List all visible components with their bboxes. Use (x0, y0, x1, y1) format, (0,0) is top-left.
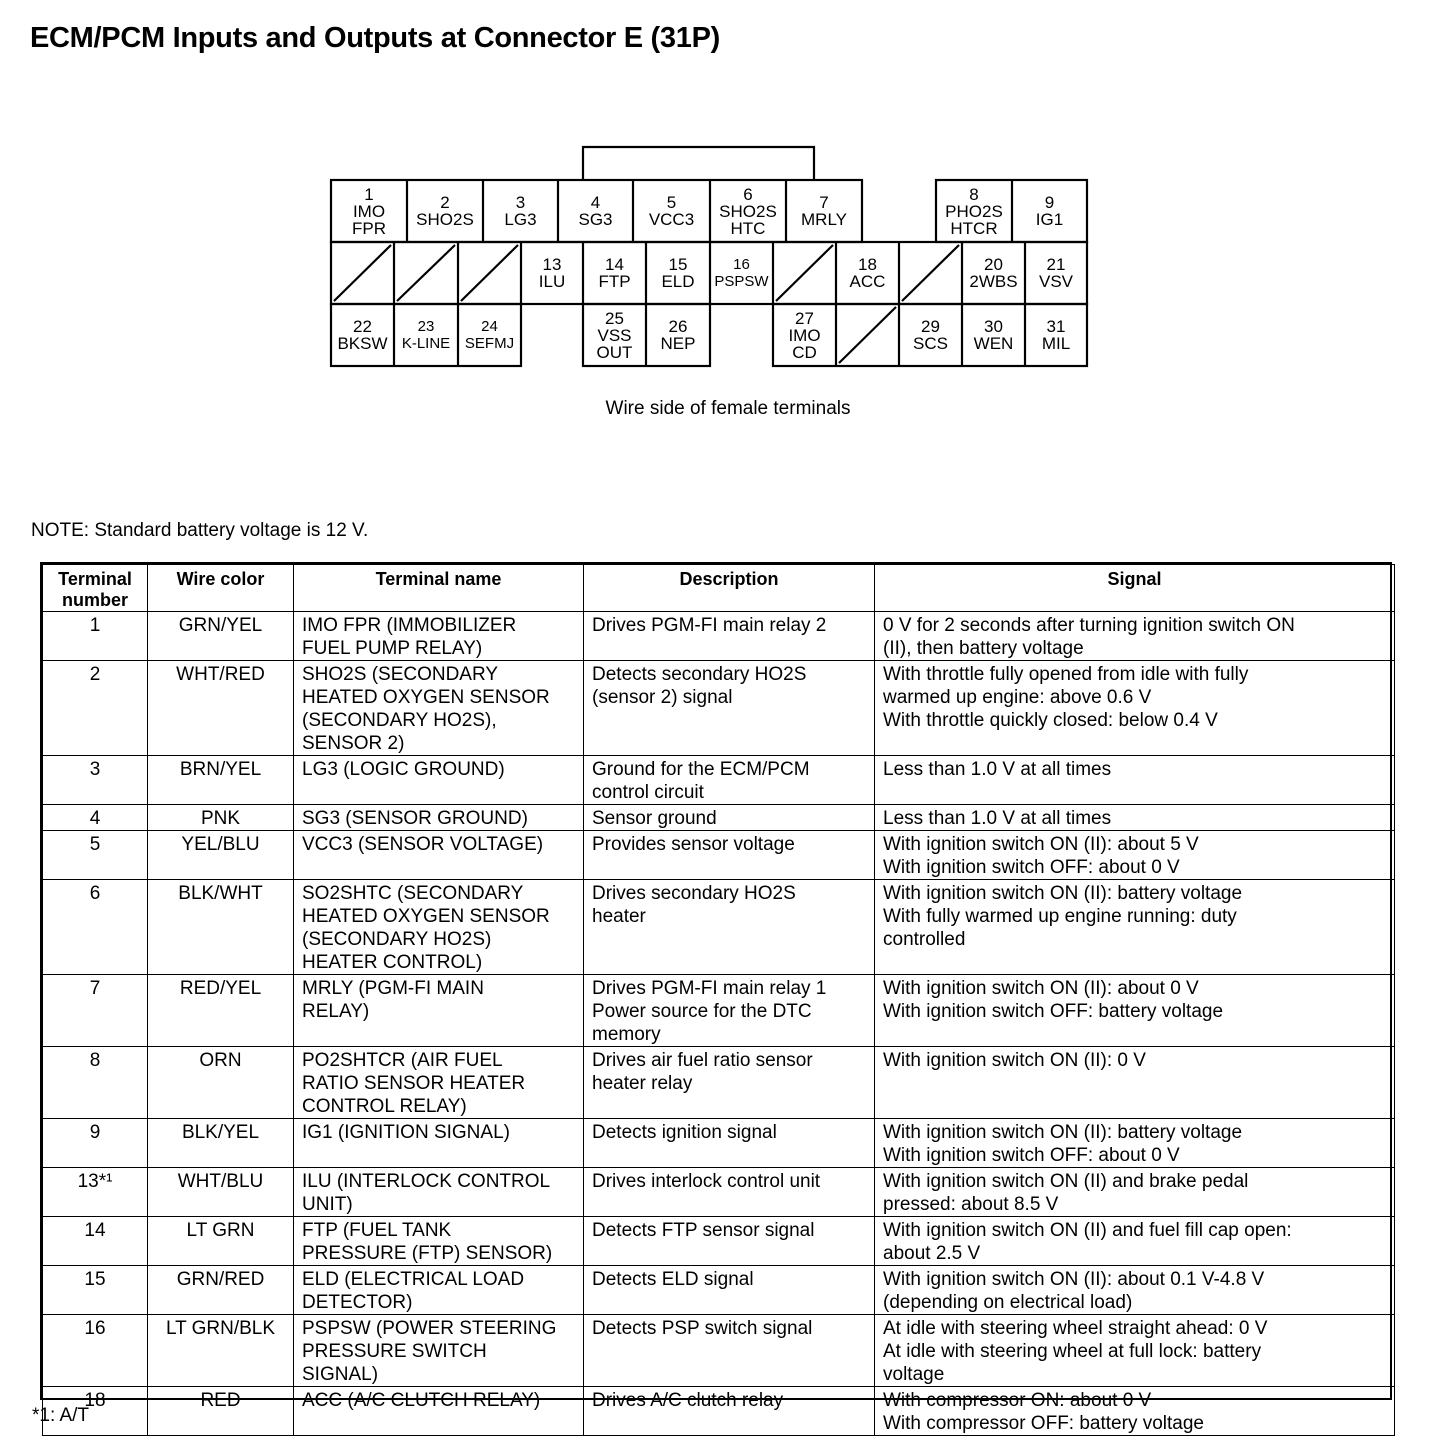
cell-terminal-name (294, 1168, 584, 1217)
cell-line: RED (200, 1390, 241, 1411)
cell-terminal-number (43, 612, 148, 661)
cell-line: At idle with steering wheel at full lock: battery (883, 1341, 1262, 1362)
cell-line: MRLY (PGM-FI MAIN (302, 978, 484, 999)
cell-wire-color (148, 880, 294, 975)
cell-line: IG1 (IGNITION SIGNAL) (302, 1122, 510, 1143)
cell-line: LG3 (LOGIC GROUND) (302, 759, 505, 780)
cell-line: YEL/BLU (181, 834, 260, 855)
cell-terminal-name (294, 1047, 584, 1119)
cell-terminal-name (294, 831, 584, 880)
table-row (43, 805, 1395, 831)
cell-line: 4 (89, 808, 101, 829)
cell-line: SIGNAL) (302, 1364, 379, 1385)
cell-line: SO2SHTC (SECONDARY (302, 883, 524, 904)
cell-terminal-number (43, 975, 148, 1047)
cell-terminal-number (43, 831, 148, 880)
cell-line: (depending on electrical load) (883, 1292, 1133, 1313)
connector-caption: Wire side of female terminals (605, 398, 851, 419)
terminal-22: 22 BKSW (337, 317, 388, 353)
cell-line: Provides sensor voltage (592, 834, 795, 855)
cell-terminal-name (294, 1266, 584, 1315)
cell-line: With compressor ON: about 0 V (883, 1390, 1152, 1411)
cell-terminal-number (43, 1047, 148, 1119)
table-row (43, 612, 1395, 661)
cell-signal (875, 805, 1395, 831)
cell-wire-color (148, 612, 294, 661)
cell-terminal-number (43, 880, 148, 975)
cell-description (584, 1387, 875, 1436)
cell-line: With ignition switch ON (II): about 0 V (883, 978, 1199, 999)
cell-line: IMO FPR (IMMOBILIZER (302, 615, 517, 636)
cell-signal (875, 975, 1395, 1047)
table-row (43, 1119, 1395, 1168)
cell-terminal-name (294, 1119, 584, 1168)
cell-line: 13*¹ (77, 1171, 113, 1192)
cell-line: HEATER CONTROL) (302, 952, 483, 973)
cell-signal (875, 756, 1395, 805)
cell-line: With ignition switch ON (II): about 5 V (883, 834, 1199, 855)
cell-wire-color (148, 756, 294, 805)
terminal-2: 2 SHO2S (416, 193, 474, 229)
cell-line: pressed: about 8.5 V (883, 1194, 1059, 1215)
cell-terminal-name (294, 880, 584, 975)
terminal-27: 27 IMO CD (788, 308, 821, 362)
table-row (43, 661, 1395, 756)
cell-line: With throttle quickly closed: below 0.4 V (883, 710, 1218, 731)
cell-wire-color (148, 661, 294, 756)
terminal-18: 18 ACC (849, 255, 886, 291)
table-row (43, 1266, 1395, 1315)
cell-wire-color (148, 975, 294, 1047)
cell-description (584, 831, 875, 880)
cell-signal (875, 880, 1395, 975)
cell-line: Drives interlock control unit (592, 1171, 821, 1192)
cell-line: voltage (883, 1364, 945, 1385)
cell-terminal-name (294, 1387, 584, 1436)
cell-line: 2 (89, 664, 101, 685)
cell-line: UNIT) (302, 1194, 353, 1215)
header-terminal-number: Terminal number (43, 565, 148, 612)
cell-line: With ignition switch ON (II) and fuel fill cap open: (883, 1220, 1292, 1241)
cell-line: about 2.5 V (883, 1243, 981, 1264)
cell-line: 18 (84, 1390, 106, 1411)
terminal-9: 9 IG1 (1035, 193, 1064, 229)
table-row (43, 1387, 1395, 1436)
cell-line: Drives air fuel ratio sensor (592, 1050, 813, 1071)
cell-description (584, 1168, 875, 1217)
cell-line: Detects PSP switch signal (592, 1318, 813, 1339)
terminal-31: 31 MIL (1041, 317, 1071, 353)
terminal-26: 26 NEP (660, 317, 696, 353)
cell-terminal-number (43, 1266, 148, 1315)
cell-line: Sensor ground (592, 808, 717, 829)
cell-line: SG3 (SENSOR GROUND) (302, 808, 528, 829)
terminal-4: 4 SG3 (578, 193, 613, 229)
terminal-21: 21 VSV (1038, 255, 1074, 291)
cell-line: GRN/RED (176, 1269, 265, 1290)
terminal-20: 20 2WBS (969, 255, 1018, 291)
terminal-1: 1 IMO FPR (352, 184, 386, 238)
cell-line: CONTROL RELAY) (302, 1096, 467, 1117)
cell-description (584, 1119, 875, 1168)
terminal-7: 7 MRLY (801, 193, 847, 229)
cell-line: 7 (89, 978, 101, 999)
cell-description (584, 612, 875, 661)
cell-signal (875, 1047, 1395, 1119)
terminal-25: 25 VSS OUT (596, 308, 633, 362)
terminal-6: 6 SHO2S HTC (719, 184, 777, 238)
cell-signal (875, 1168, 1395, 1217)
cell-line: Detects ignition signal (592, 1122, 777, 1143)
cell-line: 15 (84, 1269, 106, 1290)
cell-terminal-name (294, 805, 584, 831)
cell-line: Drives secondary HO2S (592, 883, 796, 904)
cell-signal (875, 1217, 1395, 1266)
cell-line: VCC3 (SENSOR VOLTAGE) (302, 834, 544, 855)
cell-line: Drives A/C clutch relay (592, 1390, 784, 1411)
cell-line: With compressor OFF: battery voltage (883, 1413, 1204, 1434)
footnote: *1: A/T (32, 1405, 90, 1426)
cell-line: Less than 1.0 V at all times (883, 808, 1112, 829)
terminal-5: 5 VCC3 (648, 193, 695, 229)
cell-line: Detects FTP sensor signal (592, 1220, 815, 1241)
cell-line: LT GRN/BLK (165, 1318, 276, 1339)
cell-line: (SECONDARY HO2S) (302, 929, 492, 950)
cell-line: RATIO SENSOR HEATER (302, 1073, 526, 1094)
cell-line: 16 (84, 1318, 106, 1339)
cell-line: With ignition switch OFF: about 0 V (883, 857, 1180, 878)
terminal-3: 3 LG3 (504, 193, 537, 229)
cell-line: With ignition switch ON (II): about 0.1 V-4.8 V (883, 1269, 1265, 1290)
cell-description (584, 1217, 875, 1266)
cell-terminal-name (294, 1315, 584, 1387)
header-description: Description (584, 565, 875, 612)
header-signal: Signal (875, 565, 1395, 612)
cell-line: WHT/RED (176, 664, 265, 685)
cell-signal (875, 612, 1395, 661)
table-row (43, 1217, 1395, 1266)
table-header-row (43, 565, 1395, 612)
cell-line: RELAY) (302, 1001, 370, 1022)
terminal-16: 16 PSPSW (714, 256, 769, 290)
header-wire-color: Wire color (148, 565, 294, 612)
cell-line: SHO2S (SECONDARY (302, 664, 499, 685)
cell-line: Drives PGM-FI main relay 1 (592, 978, 827, 999)
table-row (43, 1047, 1395, 1119)
cell-terminal-number (43, 1168, 148, 1217)
cell-line: Detects ELD signal (592, 1269, 754, 1290)
cell-line: 9 (89, 1122, 101, 1143)
terminal-24: 24 SEFMJ (464, 318, 515, 352)
cell-line: heater relay (592, 1073, 693, 1094)
cell-wire-color (148, 1168, 294, 1217)
cell-description (584, 756, 875, 805)
cell-signal (875, 1315, 1395, 1387)
cell-description (584, 661, 875, 756)
terminal-13: 13 ILU (538, 255, 566, 291)
terminal-23: 23 K-LINE (401, 318, 451, 352)
cell-wire-color (148, 1315, 294, 1387)
cell-line: Power source for the DTC (592, 1001, 812, 1022)
cell-line: DETECTOR) (302, 1292, 413, 1313)
cell-line: HEATED OXYGEN SENSOR (302, 906, 550, 927)
cell-line: PRESSURE SWITCH (302, 1341, 487, 1362)
cell-line: Drives PGM-FI main relay 2 (592, 615, 827, 636)
cell-line: GRN/YEL (178, 615, 263, 636)
cell-line: ORN (199, 1050, 242, 1071)
cell-line: With ignition switch ON (II): battery voltage (883, 883, 1243, 904)
cell-line: PRESSURE (FTP) SENSOR) (302, 1243, 553, 1264)
cell-signal (875, 1266, 1395, 1315)
cell-line: PO2SHTCR (AIR FUEL (302, 1050, 503, 1071)
cell-line: With fully warmed up engine running: duty (883, 906, 1237, 927)
cell-line: (sensor 2) signal (592, 687, 733, 708)
cell-line: SENSOR 2) (302, 733, 405, 754)
cell-line: controlled (883, 929, 966, 950)
cell-line: 6 (89, 883, 101, 904)
cell-line: 1 (89, 615, 101, 636)
battery-note: NOTE: Standard battery voltage is 12 V. (31, 520, 369, 541)
cell-line: HEATED OXYGEN SENSOR (302, 687, 550, 708)
table-body (43, 612, 1395, 1436)
cell-line: warmed up engine: above 0.6 V (883, 687, 1152, 708)
cell-wire-color (148, 1266, 294, 1315)
cell-terminal-number (43, 661, 148, 756)
cell-description (584, 805, 875, 831)
cell-line: With ignition switch OFF: about 0 V (883, 1145, 1180, 1166)
cell-line: ILU (INTERLOCK CONTROL (302, 1171, 551, 1192)
header-terminal-name: Terminal name (294, 565, 584, 612)
cell-line: 8 (89, 1050, 101, 1071)
table-row (43, 975, 1395, 1047)
cell-line: ACC (A/C CLUTCH RELAY) (302, 1390, 541, 1411)
cell-line: PNK (200, 808, 241, 829)
cell-signal (875, 831, 1395, 880)
terminal-14: 14 FTP (598, 255, 631, 291)
cell-terminal-number (43, 1119, 148, 1168)
cell-description (584, 1315, 875, 1387)
cell-line: 14 (84, 1220, 106, 1241)
table-row (43, 831, 1395, 880)
cell-terminal-name (294, 1217, 584, 1266)
cell-line: With ignition switch ON (II): 0 V (883, 1050, 1146, 1071)
cell-line: With ignition switch ON (II): battery voltage (883, 1122, 1243, 1143)
cell-line: 3 (89, 759, 101, 780)
cell-line: heater (592, 906, 646, 927)
cell-terminal-number (43, 756, 148, 805)
cell-terminal-name (294, 612, 584, 661)
cell-line: Less than 1.0 V at all times (883, 759, 1112, 780)
cell-signal (875, 661, 1395, 756)
cell-line: (II), then battery voltage (883, 638, 1084, 659)
connector-diagram (325, 140, 1095, 375)
cell-line: control circuit (592, 782, 704, 803)
cell-line: At idle with steering wheel straight ahead: 0 V (883, 1318, 1268, 1339)
cell-terminal-name (294, 975, 584, 1047)
table-row (43, 756, 1395, 805)
terminal-15: 15 ELD (661, 255, 695, 291)
terminal-8: 8 PHO2S HTCR (945, 184, 1003, 238)
cell-line: WHT/BLU (177, 1171, 264, 1192)
cell-wire-color (148, 1217, 294, 1266)
table-row (43, 1168, 1395, 1217)
cell-terminal-name (294, 661, 584, 756)
cell-signal (875, 1387, 1395, 1436)
cell-line: BLK/YEL (181, 1122, 260, 1143)
cell-terminal-number (43, 1217, 148, 1266)
terminal-29: 29 SCS (913, 317, 948, 353)
table-row (43, 880, 1395, 975)
cell-wire-color (148, 1119, 294, 1168)
cell-signal (875, 1119, 1395, 1168)
cell-description (584, 1266, 875, 1315)
cell-wire-color (148, 805, 294, 831)
cell-line: With throttle fully opened from idle with fully (883, 664, 1249, 685)
cell-line: ELD (ELECTRICAL LOAD (302, 1269, 525, 1290)
cell-wire-color (148, 831, 294, 880)
cell-description (584, 975, 875, 1047)
cell-line: BRN/YEL (179, 759, 262, 780)
page-title: ECM/PCM Inputs and Outputs at Connector E (31P) (30, 22, 720, 54)
cell-line: With ignition switch OFF: battery voltage (883, 1001, 1224, 1022)
cell-line: With ignition switch ON (II) and brake pedal (883, 1171, 1249, 1192)
cell-terminal-name (294, 756, 584, 805)
cell-line: (SECONDARY HO2S), (302, 710, 497, 731)
cell-wire-color (148, 1047, 294, 1119)
table-row (43, 1315, 1395, 1387)
cell-terminal-number (43, 1315, 148, 1387)
cell-line: 0 V for 2 seconds after turning ignition switch ON (883, 615, 1295, 636)
cell-line: Detects secondary HO2S (592, 664, 807, 685)
cell-line: BLK/WHT (178, 883, 263, 904)
cell-line: PSPSW (POWER STEERING (302, 1318, 557, 1339)
cell-line: LT GRN (186, 1220, 255, 1241)
cell-wire-color (148, 1387, 294, 1436)
cell-terminal-number (43, 805, 148, 831)
cell-line: FTP (FUEL TANK (302, 1220, 452, 1241)
cell-description (584, 1047, 875, 1119)
cell-line: Ground for the ECM/PCM (592, 759, 810, 780)
cell-description (584, 880, 875, 975)
cell-line: FUEL PUMP RELAY) (302, 638, 483, 659)
cell-line: memory (592, 1024, 661, 1045)
cell-line: 5 (89, 834, 101, 855)
terminal-30: 30 WEN (973, 317, 1014, 353)
cell-line: RED/YEL (179, 978, 262, 999)
